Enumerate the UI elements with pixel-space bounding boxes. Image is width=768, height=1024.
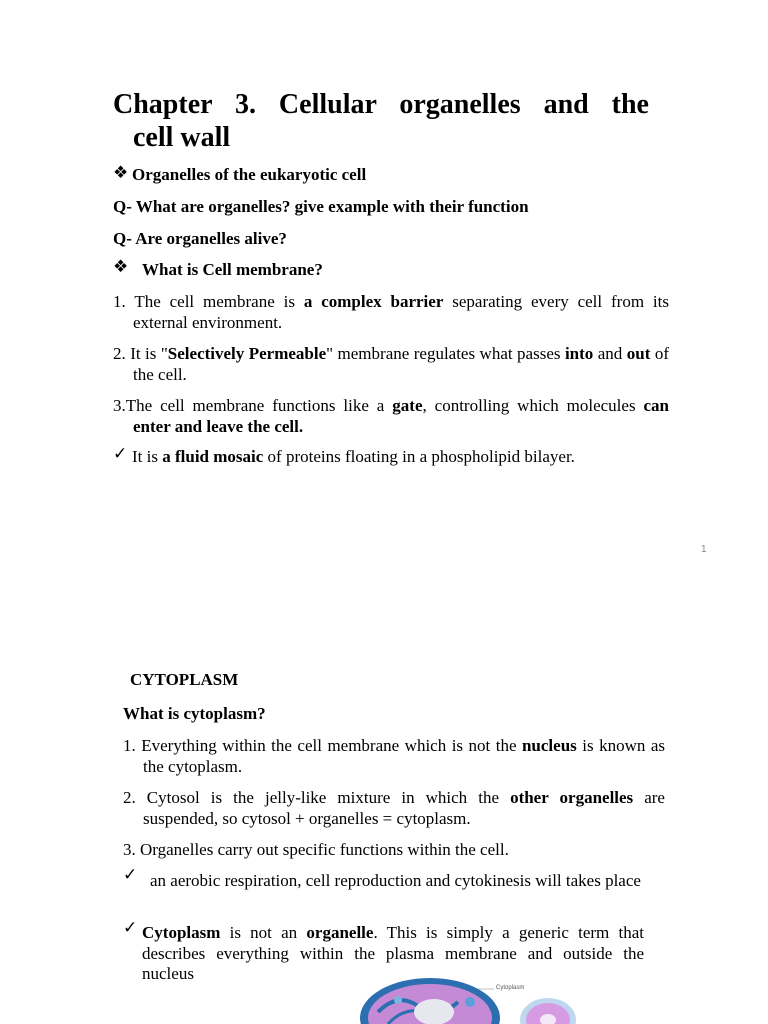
page-number: 1 bbox=[701, 544, 707, 555]
cytoplasm-heading: CYTOPLASM bbox=[130, 670, 239, 689]
cell-diagram-figure bbox=[358, 972, 578, 1024]
chapter-title bbox=[113, 88, 649, 154]
cytoplasm-check-1: an aerobic respiration, cell reproduction and cytokinesis will takes place bbox=[150, 871, 641, 890]
cytoplasm-question: What is cytoplasm? bbox=[123, 704, 266, 723]
fluid-mosaic-point: It is a fluid mosaic of proteins floating in a phospholipid bilayer. bbox=[132, 447, 575, 466]
membrane-item-2: 2. It is "Selectively Permeable" membrane regulates what passes into and out of the cell. bbox=[113, 344, 670, 384]
document-page-2 bbox=[0, 560, 768, 1024]
question-alive: Q- Are organelles alive? bbox=[113, 229, 287, 248]
figure-label-cytoplasm: Cytoplasm bbox=[496, 985, 525, 991]
check-mark-icon: ✓ bbox=[123, 918, 138, 937]
membrane-item-1: 1. The cell membrane is a complex barrier separating every cell from its external environment. bbox=[113, 292, 669, 332]
bullet-cell-membrane: What is Cell membrane? bbox=[142, 260, 323, 279]
organelle-vesicle bbox=[465, 997, 475, 1007]
bullet-organelles: Organelles of the eukaryotic cell bbox=[132, 165, 367, 184]
cytoplasm-item-3: 3. Organelles carry out specific functions within the cell. bbox=[123, 840, 509, 859]
cell-nucleus bbox=[414, 999, 454, 1024]
cytoplasm-item-2: 2. Cytosol is the jelly-like mixture in which the other organelles are suspended, so cytosol + organelles = cytoplasm. bbox=[123, 788, 665, 828]
membrane-item-3: 3.The cell membrane functions like a gate, controlling which molecules can enter and leave the cell. bbox=[113, 396, 669, 436]
diamond-bullet-icon: ❖ bbox=[113, 257, 129, 276]
chapter-title-line1: Chapter 3. Cellular organelles and the bbox=[113, 89, 649, 120]
check-mark-icon: ✓ bbox=[113, 444, 128, 463]
check-mark-icon: ✓ bbox=[123, 865, 138, 884]
organelle-vesicle bbox=[394, 996, 402, 1004]
chapter-title-line2: cell wall bbox=[133, 122, 231, 153]
question-organelles: Q- What are organelles? give example with their function bbox=[113, 197, 529, 216]
diamond-bullet-icon: ❖ bbox=[113, 163, 129, 182]
cytoplasm-item-1: 1. Everything within the cell membrane which is not the nucleus is known as the cytoplasm. bbox=[123, 736, 665, 776]
cytoplasm-check-2: Cytoplasm is not an organelle. This is simply a generic term that describes everything within the plasma membrane and outside the nucleus bbox=[142, 923, 644, 983]
